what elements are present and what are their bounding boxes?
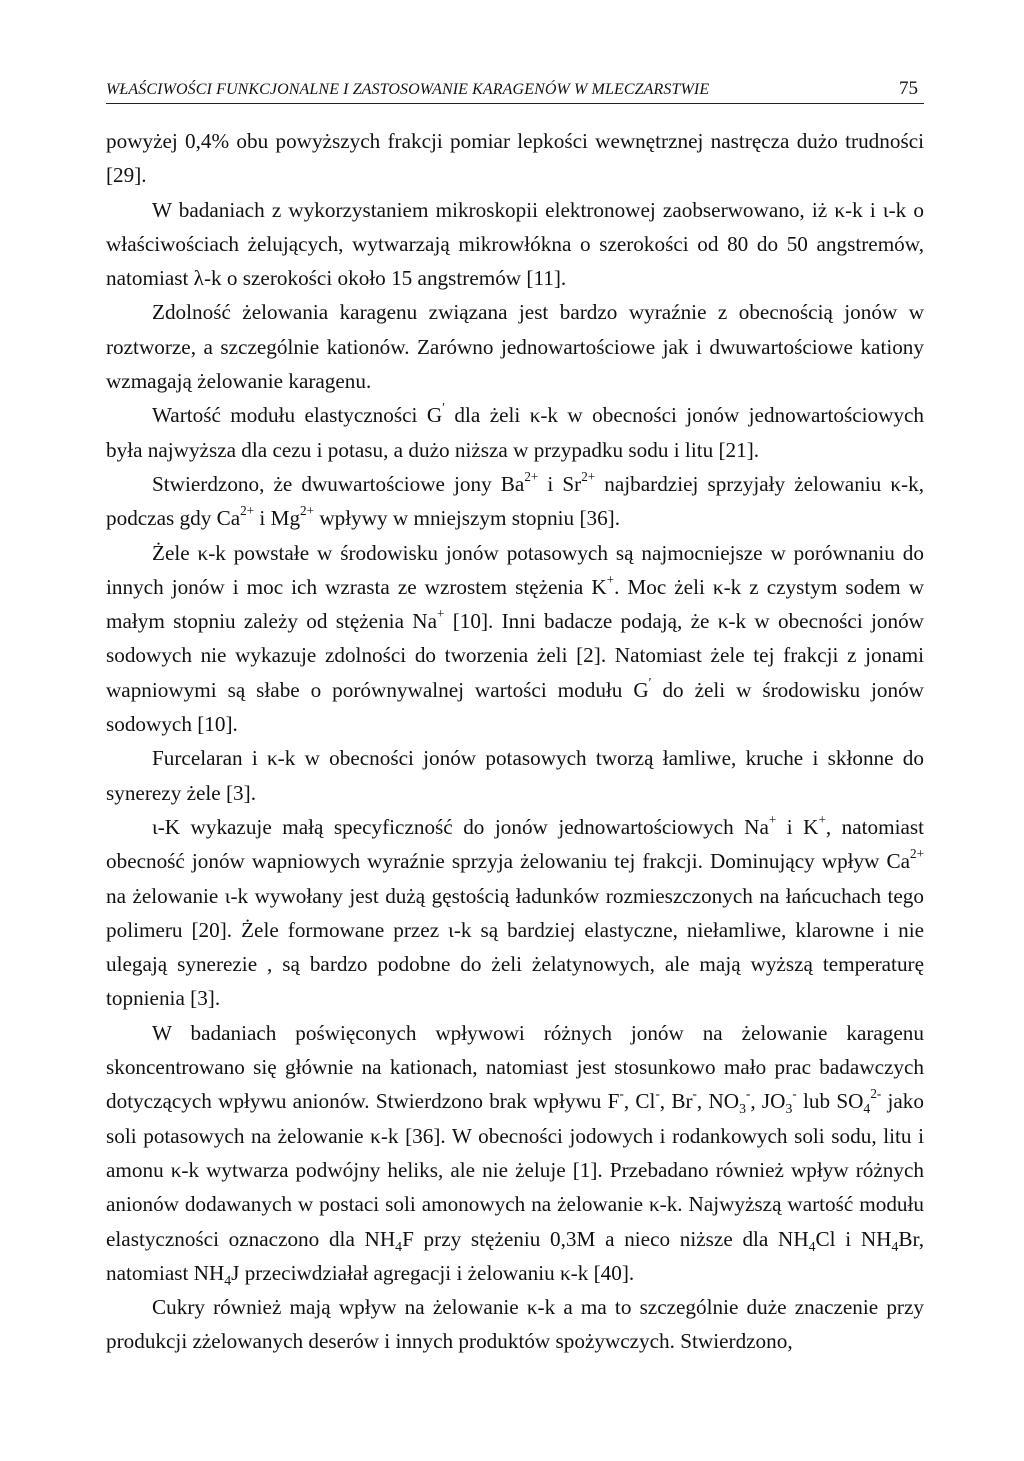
superscript: + [606, 571, 615, 587]
text-run: , NO [696, 1089, 740, 1114]
text-run: Żele κ-k powstałe w środowisku jonów potasowych są najmocniejsze w porównaniu do innych jonów i moc ich wzrasta ze wzrostem stężenia K [106, 540, 924, 599]
superscript: 2+ [524, 468, 539, 484]
paragraph [106, 1016, 924, 1290]
text-run: najbardziej sprzyjały żelowaniu κ-k, podczas gdy Ca [106, 471, 924, 531]
text-run: , JO [750, 1089, 786, 1114]
prime-mark: ′ [648, 674, 652, 690]
superscript: - [692, 1086, 697, 1102]
text-run: Wartość modułu elastyczności G [152, 403, 443, 428]
superscript: - [619, 1086, 624, 1102]
superscript: + [818, 811, 826, 827]
paragraph: Zdolność żelowania karagenu związana jest bardzo wyraźnie z obecnością jonów w roztworze, a szczególnie kationów. Zarówno jednowartościowe jak i dwuwartościowe kationy wzmagają żelowanie karagenu. [106, 300, 924, 394]
text-run: , Cl [623, 1089, 656, 1114]
subscript: 3 [739, 1101, 746, 1117]
prime-mark: ′ [442, 400, 445, 416]
paragraph [106, 398, 924, 467]
text-run: wpływy w mniejszym stopniu [36]. [314, 506, 621, 531]
running-title: WŁAŚCIWOŚCI FUNKCJONALNE I ZASTOSOWANIE KARAGENÓW W MLECZARSTWIE [106, 81, 710, 98]
paragraph [106, 467, 924, 536]
superscript: - [655, 1086, 660, 1102]
paragraph: Cukry również mają wpływ na żelowanie κ-k a ma to szczególnie duże znaczenie przy produkcji zżelowanych deserów i innych produktów spożywczych. Stwierdzono, [106, 1295, 924, 1354]
text-run: na żelowanie ι-k wywołany jest dużą gęstością ładunków rozmieszczonych na łańcuchach tego polimeru [20]. Żele formowane przez ι-k są bardziej elastyczne, niełamliwe, klarowne i nie ulegają synerezie , są bardzo podobne do żeli żelatynowych, ale mają wyższą temperaturę topnienia [3]. [106, 883, 924, 1011]
text-run: , Br [659, 1089, 693, 1114]
text-run: , natomiast obecność jonów wapniowych wyraźnie sprzyja żelowaniu tej frakcji. Dominujący wpływ Ca [106, 814, 925, 874]
superscript: 2+ [581, 468, 596, 484]
running-header [106, 78, 924, 104]
text-run: Cl i NH [815, 1226, 892, 1251]
subscript: 3 [785, 1101, 793, 1117]
subscript: 4 [395, 1238, 403, 1254]
text-run: do żeli w środowisku jonów sodowych [10]. [106, 677, 924, 737]
superscript: 2+ [240, 503, 255, 519]
subscript: 4 [808, 1238, 816, 1254]
superscript: - [745, 1086, 751, 1102]
text-run: dla żeli κ-k w obecności jonów jednowartościowych była najwyższa dla cezu i potasu, a dużo niższa w przypadku sodu i litu [21]. [106, 403, 924, 462]
text-run: Br, natomiast NH [106, 1226, 924, 1285]
text-run: i Mg [254, 506, 301, 531]
paragraph: W badaniach z wykorzystaniem mikroskopii elektronowej zaobserwowano, iż κ-k i ι-k o właściwościach żelujących, wytwarzają mikrowłókna o szerokości od 80 do 50 angstremów, natomiast λ-k o szerokości około 15 angstremów [11]. [106, 197, 924, 291]
paragraph [106, 536, 924, 742]
text-run: . Moc żeli κ-k z czystym sodem w małym stopniu zależy od stężenia Na [106, 574, 925, 634]
superscript: + [768, 811, 777, 827]
superscript: - [792, 1086, 797, 1102]
superscript: 2- [870, 1086, 882, 1102]
page-number: 75 [899, 78, 918, 99]
text-run: J przeciwdziałał agregacji i żelowaniu κ-k [40]. [231, 1260, 635, 1285]
paragraph: powyżej 0,4% obu powyższych frakcji pomiar lepkości wewnętrznej nastręcza dużo trudności [29]. [106, 129, 924, 188]
text-run: i Sr [538, 471, 582, 496]
text-run: jako soli potasowych na żelowanie κ-k [36]. W obecności jodowych i rodankowych soli sodu, litu i amonu κ-k wytwarza podwójny heliks, ale nie żeluje [1]. Przebadano również wpływ różnych anionów dodawanych w postaci soli amonowych na żelowanie κ-k. Najwyższą wartość modułu elastyczności oznaczono dla NH [106, 1089, 924, 1251]
body-text [106, 124, 924, 1359]
text-run: i K [776, 814, 819, 839]
subscript: 4 [224, 1273, 232, 1289]
text-run: lub SO [796, 1089, 864, 1114]
superscript: 2+ [910, 846, 924, 862]
text-run: Stwierdzono, że dwuwartościowe jony Ba [152, 471, 525, 496]
text-run: W badaniach poświęconych wpływowi różnych jonów na żelowanie karagenu skoncentrowano się głównie na kationach, natomiast jest stosunkowo mało prac badawczych dotyczących wpływu anionów. Stwierdzono brak wpływu F [106, 1020, 924, 1114]
paragraph: Furcelaran i κ-k w obecności jonów potasowych tworzą łamliwe, kruche i skłonne do synerezy żele [3]. [106, 746, 924, 805]
text-run: [10]. Inni badacze podają, że κ-k w obecności jonów sodowych nie wykazuje zdolności do tworzenia żeli [2]. Natomiast żele tej frakcji z jonami wapniowymi są słabe o porównywalnej wartości modułu G [106, 609, 924, 702]
subscript: 4 [863, 1101, 871, 1117]
superscript: 2+ [300, 503, 315, 519]
paragraph [106, 810, 924, 1016]
subscript: 4 [891, 1238, 899, 1254]
superscript: + [437, 606, 445, 622]
text-run: F przy stężeniu 0,3M a nieco niższe dla NH [402, 1226, 809, 1251]
text-run: ι-K wykazuje małą specyficzność do jonów jednowartościowych Na [152, 814, 769, 839]
